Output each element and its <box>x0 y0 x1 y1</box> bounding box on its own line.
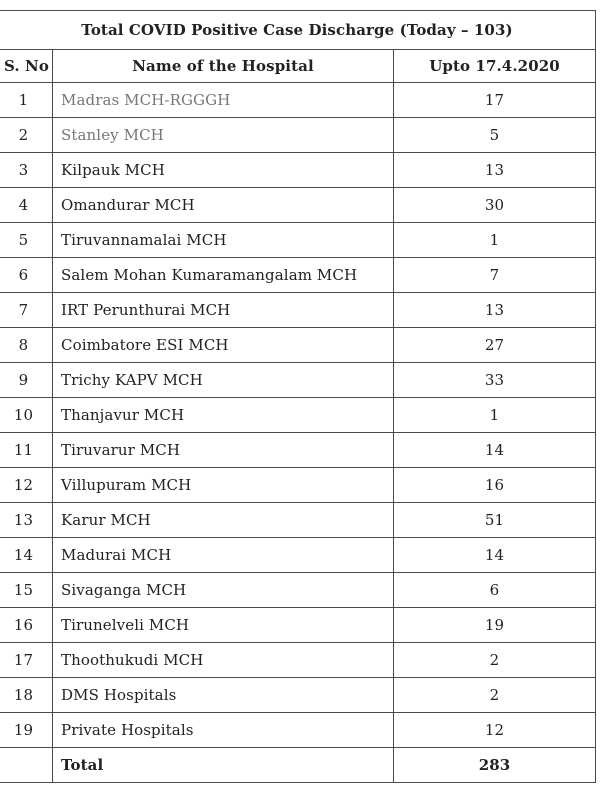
row-sno: 15 <box>0 573 53 608</box>
table-title-row <box>0 11 596 50</box>
header-upto-date: Upto 17.4.2020 <box>394 50 596 83</box>
table-row <box>0 608 596 643</box>
row-discharge-count: 30 <box>394 188 596 223</box>
row-hospital-name: Madras MCH-RGGGH <box>53 83 394 118</box>
row-hospital-name: Thanjavur MCH <box>53 398 394 433</box>
table-row <box>0 223 596 258</box>
row-discharge-count: 33 <box>394 363 596 398</box>
row-sno: 11 <box>0 433 53 468</box>
row-hospital-name: Tiruvarur MCH <box>53 433 394 468</box>
table-row <box>0 678 596 713</box>
table-row <box>0 83 596 118</box>
table-row <box>0 328 596 363</box>
row-discharge-count: 1 <box>394 398 596 433</box>
row-discharge-count: 51 <box>394 503 596 538</box>
row-discharge-count: 7 <box>394 258 596 293</box>
discharge-table <box>0 10 596 783</box>
total-label: Total <box>53 748 394 783</box>
row-discharge-count: 5 <box>394 118 596 153</box>
row-hospital-name: Villupuram MCH <box>53 468 394 503</box>
row-discharge-count: 6 <box>394 573 596 608</box>
table-row <box>0 573 596 608</box>
row-sno: 16 <box>0 608 53 643</box>
row-hospital-name: Private Hospitals <box>53 713 394 748</box>
row-hospital-name: DMS Hospitals <box>53 678 394 713</box>
row-hospital-name: Stanley MCH <box>53 118 394 153</box>
row-discharge-count: 1 <box>394 223 596 258</box>
row-hospital-name: Kilpauk MCH <box>53 153 394 188</box>
row-hospital-name: Tiruvannamalai MCH <box>53 223 394 258</box>
row-discharge-count: 16 <box>394 468 596 503</box>
table-row <box>0 713 596 748</box>
row-sno: 8 <box>0 328 53 363</box>
row-sno: 1 <box>0 83 53 118</box>
row-hospital-name: Omandurar MCH <box>53 188 394 223</box>
row-sno: 10 <box>0 398 53 433</box>
row-discharge-count: 13 <box>394 153 596 188</box>
total-value: 283 <box>394 748 596 783</box>
table-title: Total COVID Positive Case Discharge (Today – 103) <box>0 11 596 50</box>
row-sno: 12 <box>0 468 53 503</box>
table-row <box>0 503 596 538</box>
row-sno: 7 <box>0 293 53 328</box>
row-discharge-count: 19 <box>394 608 596 643</box>
table-row <box>0 398 596 433</box>
row-hospital-name: Madurai MCH <box>53 538 394 573</box>
table-row <box>0 258 596 293</box>
row-hospital-name: Tirunelveli MCH <box>53 608 394 643</box>
row-discharge-count: 13 <box>394 293 596 328</box>
row-sno: 19 <box>0 713 53 748</box>
total-row <box>0 748 596 783</box>
row-hospital-name: Karur MCH <box>53 503 394 538</box>
row-discharge-count: 14 <box>394 538 596 573</box>
row-hospital-name: Sivaganga MCH <box>53 573 394 608</box>
row-sno: 4 <box>0 188 53 223</box>
table-row <box>0 293 596 328</box>
total-sno-empty <box>0 748 53 783</box>
table-row <box>0 433 596 468</box>
row-discharge-count: 14 <box>394 433 596 468</box>
row-discharge-count: 17 <box>394 83 596 118</box>
header-sno: S. No <box>0 50 53 83</box>
row-sno: 6 <box>0 258 53 293</box>
row-sno: 13 <box>0 503 53 538</box>
row-sno: 2 <box>0 118 53 153</box>
row-discharge-count: 12 <box>394 713 596 748</box>
table-row <box>0 188 596 223</box>
row-sno: 3 <box>0 153 53 188</box>
table-row <box>0 363 596 398</box>
row-discharge-count: 2 <box>394 678 596 713</box>
row-hospital-name: IRT Perunthurai MCH <box>53 293 394 328</box>
table-row <box>0 118 596 153</box>
row-hospital-name: Salem Mohan Kumaramangalam MCH <box>53 258 394 293</box>
table-row <box>0 538 596 573</box>
row-sno: 9 <box>0 363 53 398</box>
table-header-row <box>0 50 596 83</box>
row-hospital-name: Trichy KAPV MCH <box>53 363 394 398</box>
row-hospital-name: Thoothukudi MCH <box>53 643 394 678</box>
row-hospital-name: Coimbatore ESI MCH <box>53 328 394 363</box>
header-hospital-name: Name of the Hospital <box>53 50 394 83</box>
row-sno: 18 <box>0 678 53 713</box>
row-sno: 5 <box>0 223 53 258</box>
row-sno: 14 <box>0 538 53 573</box>
row-sno: 17 <box>0 643 53 678</box>
table-row <box>0 153 596 188</box>
table-row <box>0 468 596 503</box>
row-discharge-count: 27 <box>394 328 596 363</box>
table-row <box>0 643 596 678</box>
row-discharge-count: 2 <box>394 643 596 678</box>
